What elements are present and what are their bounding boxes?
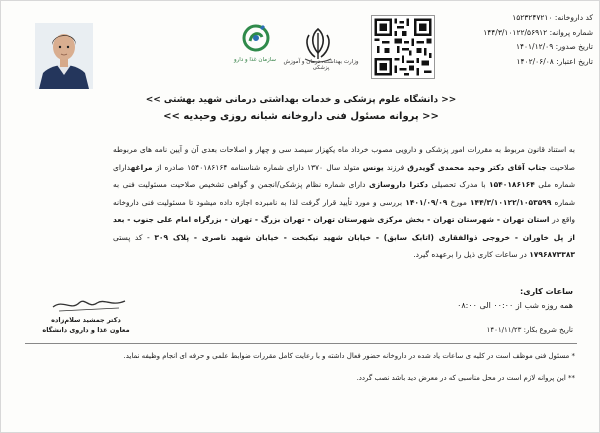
license-meta <box>443 11 593 69</box>
license-body <box>113 141 575 264</box>
start-date-value: ۱۴۰۱/۱۱/۲۳ <box>486 326 522 334</box>
certificate-number: ۱۴۴/۳/۱۰۱۲۲/۱۰۵۳۵۹۹ <box>469 197 552 207</box>
signer <box>31 315 141 335</box>
note-1: * مسئول فنی موظف است در کلیه ی ساعات یاد شده در داروخانه حضور فعال داشته و با رعایت کامل مقررات ضوابط علمی و حرفه ای انجام وظیفه نماید. <box>123 352 575 360</box>
issue-date-value: ۱۴۰۱/۱۲/۰۹ <box>515 42 554 51</box>
body-text-10: در ساعات کاری ذیل را برعهده گیرد. <box>413 250 530 259</box>
postal-code: ۱۷۹۶۸۷۳۳۸۳ <box>529 250 575 259</box>
body-text-5: با مدرک تحصیلی <box>427 180 490 189</box>
signer-title: معاون غذا و داروی دانشگاه <box>42 326 130 334</box>
qr-code-icon[interactable] <box>371 15 435 79</box>
signature-icon <box>49 293 129 315</box>
divider <box>25 343 577 344</box>
holder-name: جناب آقای دکتر وحید محمدی گویدرق <box>407 162 547 172</box>
birthplace: مراغه <box>130 162 153 172</box>
degree: دکترا داروسازی <box>368 180 428 189</box>
start-date-label: تاریخ شروع بکار: <box>521 326 573 334</box>
body-text-1: به استناد قانون مربوط به مقررات امور پزشکی و دارویی مصوب خرداد ماه یکهزار سیصد سی و چهار و اصلاحات بعدی آن و آیین نامه های مربوطه صلاحیت <box>113 145 575 172</box>
body-text-8: بررسی و مورد تأیید قرار گرفت لذا به نامبرده اجازه داده میشود تا مسئولیت فنی داروخانه واقع در <box>113 197 576 224</box>
national-id: ۱۵۴۰۱۸۶۱۶۴ <box>489 180 535 189</box>
fda-text: سازمان غذا و دارو <box>233 57 277 63</box>
meta-expiry-row <box>443 55 593 70</box>
work-hours <box>381 285 573 313</box>
body-text-6: دارای شماره نظام پزشکی/انجمن و گواهی تشخیص صلاحیت مسئولیت فنی به شماره <box>113 180 576 207</box>
body-text-9: - کد پستی <box>113 232 155 242</box>
start-date <box>411 326 573 334</box>
expiry-date-label: تاریخ اعتبار: <box>556 56 593 66</box>
expiry-date-value: ۱۴۰۲/۰۶/۰۸ <box>516 56 554 66</box>
pharmacy-address: استان تهران - شهرستان تهران - بخش مرکزی شهرستان تهران - تهران بزرگ - تهران - بزرگراه امام علی جنوب - بعد از پل خاوران - خروجی ذوالفقاری (اتابک سابق) - خیابان شهید نیکبخت - خیابان شهید ناصری - پلاک ۳۰۹ <box>113 215 575 242</box>
ministry-text: وزارت بهداشت، درمان و آموزش پزشکی <box>283 59 359 71</box>
code-value: ۱۵۲۳۲۴۷۲۱۰ <box>512 13 553 22</box>
meta-code-row <box>443 11 593 26</box>
university-title: << دانشگاه علوم پزشکی و خدمات بهداشتی درمانی شهید بهشتی >> <box>145 95 457 105</box>
signer-name: دکتر جمشید سلام‌زاده <box>51 316 121 324</box>
license-title: << پروانه مسئول فنی داروخانه شبانه روزی وحیدیه >> <box>163 111 439 122</box>
body-text-4: دارای شماره ملی <box>113 162 575 189</box>
code-label: کد داروخانه: <box>554 13 593 22</box>
meta-permit-row <box>443 26 593 41</box>
fda-logo-icon <box>241 23 271 53</box>
work-hours-value: همه روزه شب از ۰۰:۰۰ الی ۰۸:۰۰ <box>457 301 573 310</box>
body-text-2: فرزند <box>383 162 408 172</box>
issue-date-label: تاریخ صدور: <box>555 42 593 51</box>
note-2: ** این پروانه لازم است در محل مناسبی که در معرض دید باشد نصب گردد. <box>356 374 575 382</box>
body-text-7: مورخ <box>447 197 470 207</box>
portrait-photo <box>35 23 93 89</box>
body-text-3: متولد سال ۱۳۷۰ دارای شماره شناسنامه ۱۵۴۰۱۸۶۱۶۴ صادره از <box>152 162 363 172</box>
permit-value: ۱۴۴/۳/۱۰۱۲۲/۵۶۹۱۲ <box>483 27 548 37</box>
permit-label: شماره پروانه: <box>549 27 593 37</box>
work-hours-label: ساعات کاری: <box>520 287 573 296</box>
father-name: یونس <box>362 162 384 172</box>
meta-issue-row <box>443 40 593 55</box>
certificate-date: ۱۴۰۱/۰۹/۰۹ <box>405 197 448 207</box>
